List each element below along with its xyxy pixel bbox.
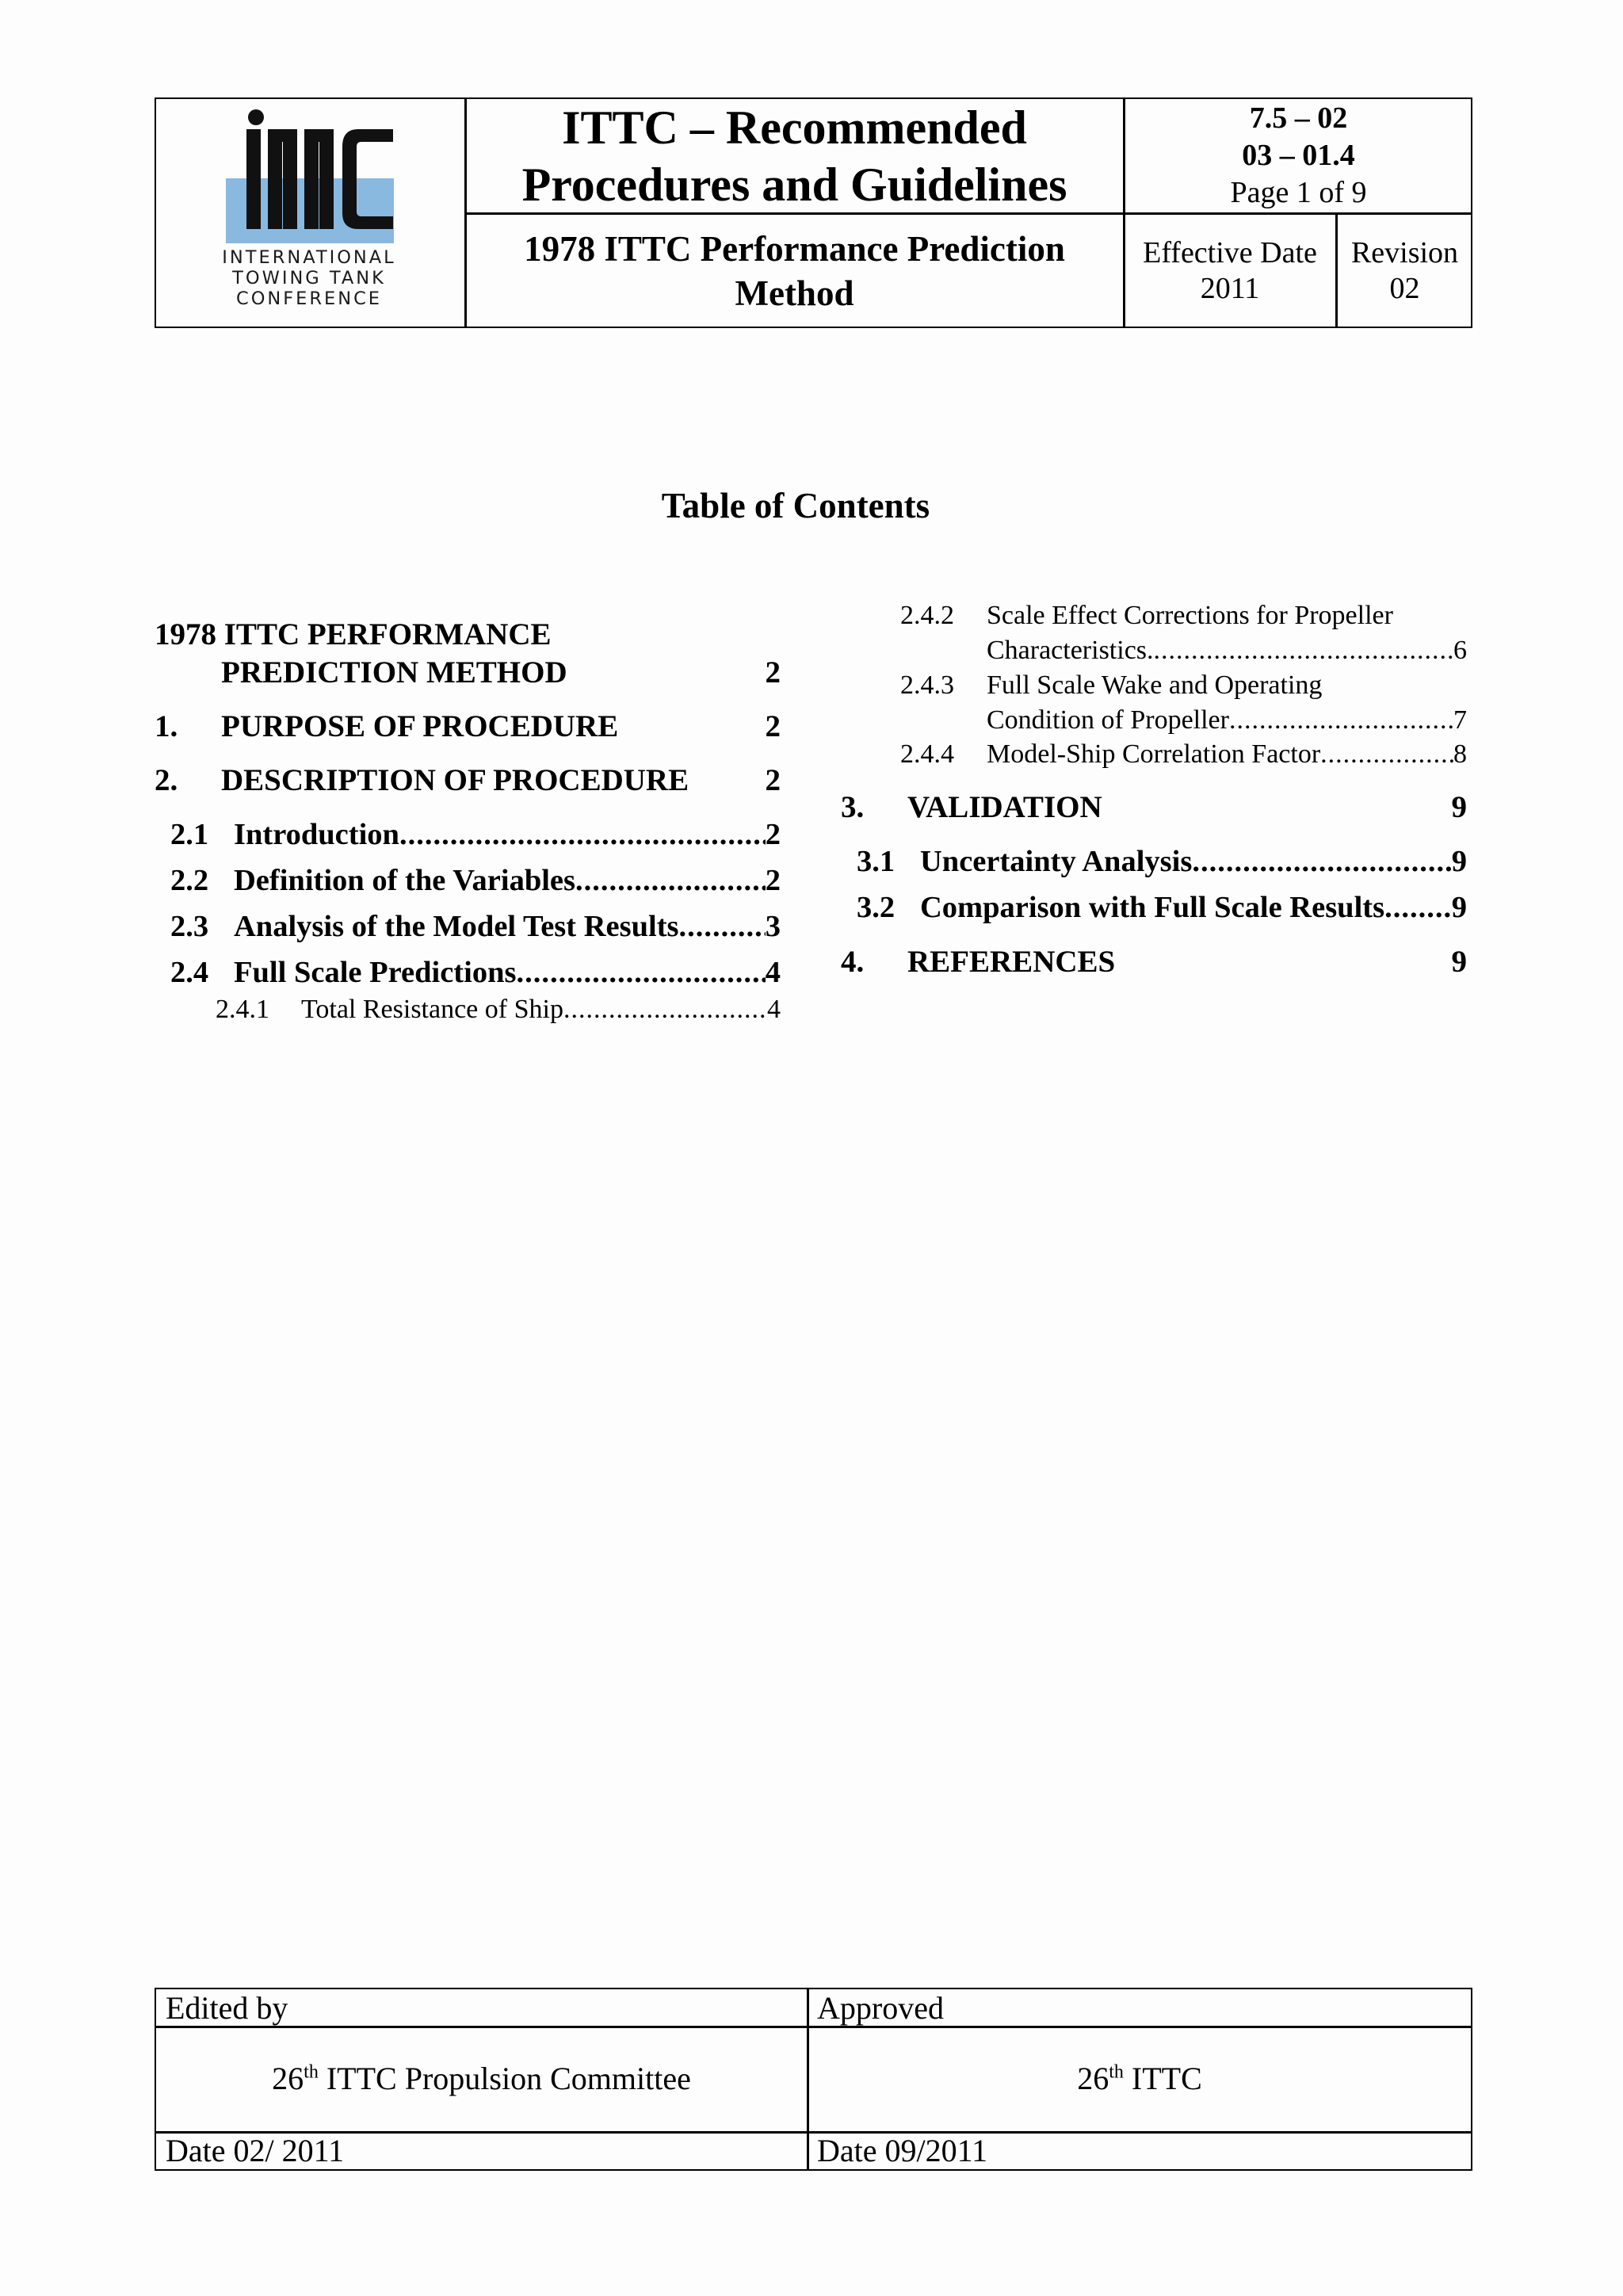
toc-title: Table of Contents [661,486,930,525]
toc-entry[interactable] [900,739,1467,770]
toc-entry-title: Introduction [234,818,399,851]
toc-entry-page: 4 [765,956,781,989]
toc-entry[interactable] [857,890,1467,925]
toc-entry-number: 2.4.1 [216,995,269,1024]
document-code [1125,99,1472,212]
toc-entry-number: 2.2 [170,864,209,897]
toc-entry-page: 9 [1451,891,1467,924]
code-line: 03 – 01.4 [1242,139,1355,172]
toc-entry-number: 2.3 [170,910,209,943]
toc-entry-title: Characteristics. [987,636,1154,665]
toc-entry-page: 3 [765,910,781,943]
toc-entry-number: 2.4 [170,956,209,989]
edited-by-ordinal-suffix: th [304,2061,319,2083]
edited-by-label: Edited by [166,1990,288,2026]
logo-text-line: INTERNATIONAL [222,247,396,268]
toc-entry-page: 7 [1453,705,1467,735]
document-title [466,99,1123,212]
toc-entry-page: 9 [1451,845,1467,878]
toc-entry[interactable] [155,709,781,744]
page-number: Page 1 of 9 [1230,176,1367,209]
toc-entry[interactable] [900,601,1467,631]
toc-entry[interactable] [987,636,1467,666]
toc-entry-title: Full Scale Predictions [234,956,517,989]
toc-leader-dots [1154,636,1453,666]
toc-entry-title: Analysis of the Model Test Results [234,910,679,943]
edited-date: Date 02/ 2011 [166,2133,345,2168]
effective-date [1125,214,1335,328]
toc-entry[interactable] [155,617,781,652]
toc-entry-page: 2 [765,655,781,690]
edited-by-ordinal: 26 [272,2061,304,2096]
toc-entry-title: Condition of Propeller [987,705,1229,735]
toc-entry-page: 2 [765,864,781,897]
toc-entry-title: VALIDATION [907,790,1102,824]
approved-value [808,2060,1471,2098]
approved-body: ITTC [1123,2061,1202,2096]
toc-entry[interactable] [170,955,781,990]
toc-entry[interactable] [841,944,1467,980]
toc-entry-title: PREDICTION METHOD [221,655,567,690]
approved-date: Date 09/2011 [817,2133,988,2168]
approved-ordinal: 26 [1077,2061,1109,2096]
toc-entry-number: 1. [155,709,178,743]
toc-entry-page: 2 [765,709,781,743]
toc-entry-title: Model-Ship Correlation Factor [987,739,1321,769]
toc-entry-number: 2.4.4 [900,739,954,769]
toc-entry-number: 2. [155,763,178,797]
toc-entry-title: 1978 ITTC PERFORMANCE [155,617,552,651]
title-line: ITTC – Recommended [562,101,1027,154]
toc-entry[interactable] [841,789,1467,825]
toc-entry-number: 3.1 [857,845,896,878]
toc-entry-title: Scale Effect Corrections for Propeller [987,601,1393,630]
toc-entry-title: Total Resistance of Ship [301,995,563,1024]
toc-leader-dots [1229,705,1453,735]
approval-divider [155,2131,1472,2134]
toc-entry-title: Full Scale Wake and Operating [987,670,1323,700]
toc-leader-dots [679,909,766,944]
subtitle-line: 1978 ITTC Performance Prediction [524,229,1065,269]
toc-leader-dots [399,817,766,852]
approved-label: Approved [817,1990,944,2026]
edited-by-committee: ITTC Propulsion Committee [318,2061,691,2096]
title-line: Procedures and Guidelines [521,158,1067,211]
document-subtitle [466,214,1123,328]
toc-entry[interactable] [170,817,781,852]
toc-entry-title: REFERENCES [907,945,1116,979]
toc-entry-number: 4. [841,945,865,979]
revision-value: 02 [1389,272,1420,305]
toc-entry[interactable] [216,995,781,1025]
toc-leader-dots [1192,844,1451,879]
edited-by-value [156,2060,807,2098]
subtitle-line: Method [735,273,854,313]
toc-entry[interactable] [170,863,781,898]
toc-entry-page: 4 [767,995,781,1024]
toc-entry-page: 6 [1453,636,1467,665]
toc-entry-page: 9 [1451,790,1467,824]
toc-entry-number: 2.4.2 [900,601,954,630]
revision [1337,214,1472,328]
logo-text-line: TOWING TANK [232,268,386,288]
toc-leader-dots [516,955,765,990]
code-line: 7.5 – 02 [1249,101,1348,135]
toc-entry[interactable] [170,909,781,944]
toc-entry[interactable] [987,705,1467,735]
toc-entry-title: PURPOSE OF PROCEDURE [221,709,619,743]
toc-entry-page: 2 [765,818,781,851]
toc-entry[interactable] [900,670,1467,701]
toc-leader-dots [575,863,766,898]
toc-leader-dots [1384,890,1452,925]
toc-entry-number: 3. [841,790,865,824]
toc-entry[interactable] [155,762,781,798]
toc-leader-dots [1320,739,1453,770]
toc-entry-page: 9 [1451,945,1467,979]
effective-date-label: Effective Date [1143,236,1317,269]
logo-text-line: CONFERENCE [235,288,383,309]
toc-entry-title: Comparison with Full Scale Results [920,891,1385,924]
toc-entry[interactable] [857,844,1467,879]
toc-leader-dots [563,995,767,1025]
toc-entry-page: 2 [765,763,781,797]
approval-divider [155,2026,1472,2028]
toc-entry-title: Uncertainty Analysis [920,845,1193,878]
toc-entry-page: 8 [1453,739,1467,769]
approved-ordinal-suffix: th [1109,2061,1124,2083]
toc-entry-number: 2.1 [170,818,209,851]
toc-entry[interactable] [155,655,781,690]
revision-label: Revision [1350,236,1459,269]
toc-entry-title: DESCRIPTION OF PROCEDURE [221,763,689,797]
toc-entry-number: 2.4.3 [900,670,954,700]
toc-entry-number: 3.2 [857,891,896,924]
toc-entry-title: Definition of the Variables [234,864,576,897]
logo-text [206,247,412,309]
effective-date-value: 2011 [1200,272,1260,305]
